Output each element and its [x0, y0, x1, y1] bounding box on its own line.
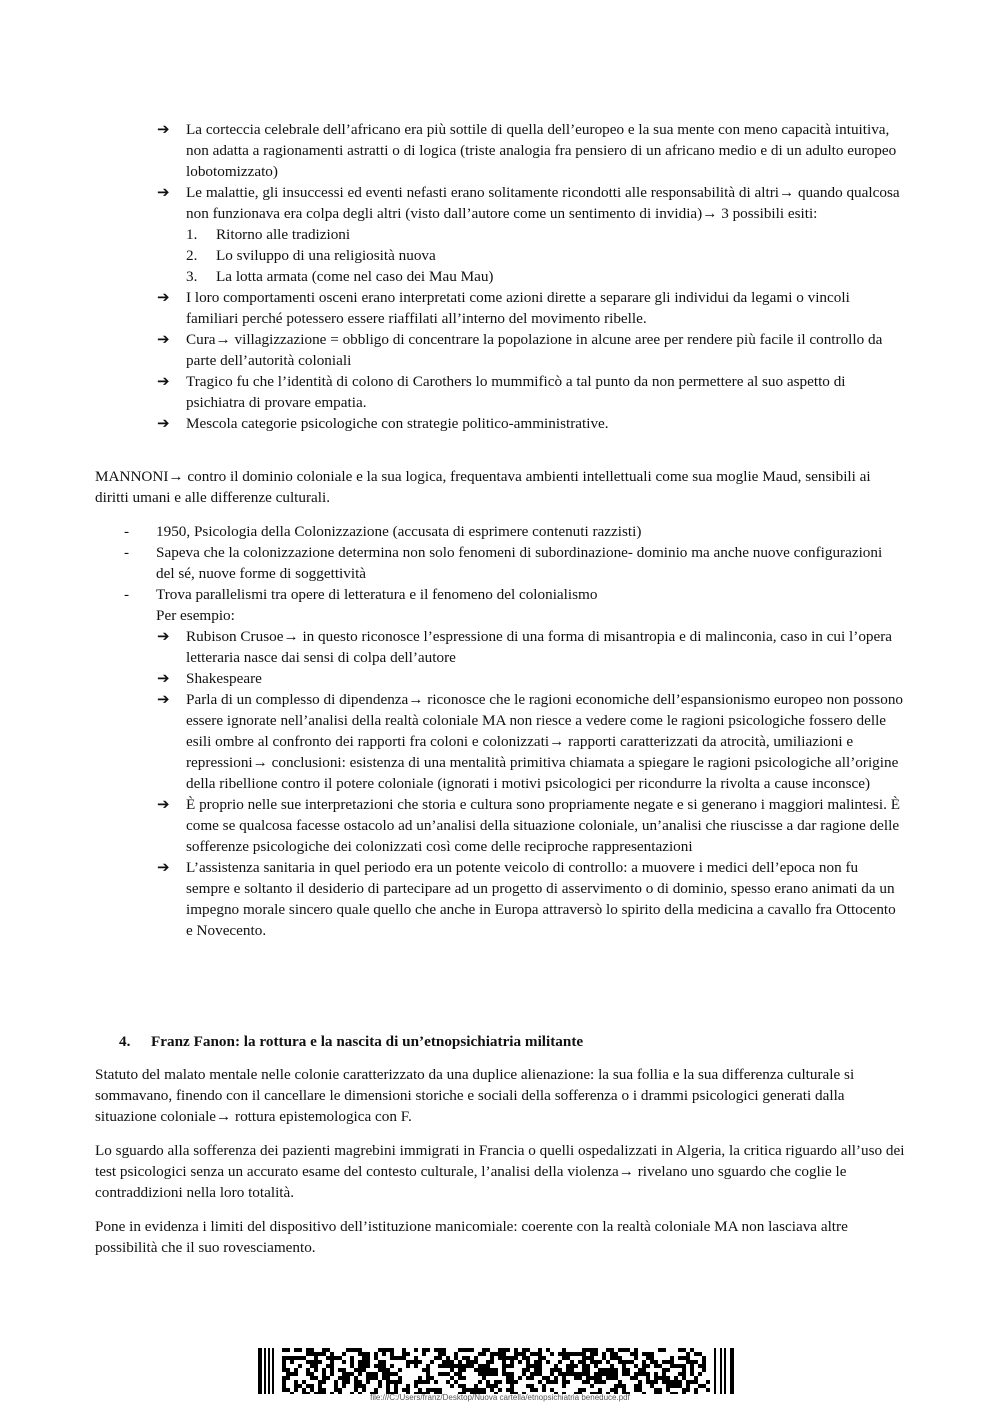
fanon-paragraph: Statuto del malato mentale nelle colonie caratterizzato da una duplice alienazione: la sua follia e la sua differenza culturale si sommavano, finendo con il cancellare le dimensioni storiche e sociali della sofferenza o i drammi psicologici generati dalla situazione coloniale→ rottura epistemologica con F.	[95, 1066, 855, 1125]
list-item	[0, 119, 1000, 182]
item-number: 3.	[186, 268, 198, 285]
list-item	[0, 329, 1000, 371]
list-item	[0, 371, 1000, 413]
list-item	[0, 287, 1000, 329]
numbered-item	[0, 224, 1000, 245]
list-item-text: Parla di un complesso di dipendenza→ riconosce che le ragioni economiche dell’espansionismo europeo non possono essere ignorate nell’analisi della realtà coloniale MA non riesce a vedere come le ragioni psicologiche fossero delle esili ombre al confronto dei rapporti fra coloni e colonizzati→ rapporti caratterizzati da atrocità, umiliazioni e repressioni→ conclusioni: esistenza di una mentalità primitiva chiamata a spiegare le ragioni psicologiche all’origine della ribellione contro il potere coloniale (ignorati i motivi psicologici per ricondurre la rivolta a cause inconsce)	[186, 691, 904, 792]
list-item	[0, 584, 1000, 626]
item-text: Lo sviluppo di una religiosità nuova	[216, 247, 436, 264]
mannoni-intro-paragraph: MANNONI→ contro il dominio coloniale e la sua logica, frequentava ambienti intellettuali come sua moglie Maud, sensibili ai diritti umani e alle differenze culturali.	[95, 468, 871, 506]
arrow-right-icon: ➔	[157, 627, 170, 645]
arrow-right-icon: ➔	[157, 690, 170, 708]
list-item	[0, 521, 1000, 542]
list-item-text: È proprio nelle sue interpretazioni che storia e cultura sono propriamente negate e si generano i maggiori malintesi. È come se qualcosa facesse ostacolo ad un’analisi della situazione coloniale, un’analisi che riuscisse a dar ragione delle sofferenze psicologiche dei colonizzati così come delle reciproche rappresentazioni	[186, 796, 900, 855]
list-item	[0, 689, 1000, 794]
list-item-text: Shakespeare	[186, 670, 262, 687]
list-item-text: Le malattie, gli insuccessi ed eventi nefasti erano solitamente ricondotti alle responsabilità di altri→ quando qualcosa non funzionava era colpa degli altri (visto dall’autore come un sentimento di invidia)→ 3 possibili esiti:	[186, 184, 900, 222]
list-item	[0, 542, 1000, 584]
arrow-right-icon: ➔	[157, 858, 170, 876]
arrow-right-icon: ➔	[157, 288, 170, 306]
arrow-right-icon: ➔	[157, 330, 170, 348]
dash-bullet: -	[124, 523, 130, 540]
numbered-item	[0, 245, 1000, 266]
arrow-right-icon: ➔	[157, 669, 170, 687]
fanon-paragraph: Lo sguardo alla sofferenza dei pazienti magrebini immigrati in Francia o quelli ospedalizzati in Algeria, la critica riguardo all’uso dei test psicologici senza un accurato esame del contesto culturale, l’analisi della violenza→ rivelano uno sguardo che coglie le contraddizioni nella loro totalità.	[95, 1142, 905, 1201]
outcomes-list	[0, 224, 1000, 287]
per-esempio-label: Per esempio:	[156, 607, 235, 624]
list-item	[0, 668, 1000, 689]
list-item	[0, 794, 1000, 857]
section-heading	[119, 1031, 583, 1052]
examples-list	[0, 626, 1000, 941]
list-item	[0, 626, 1000, 668]
list-item	[0, 857, 1000, 941]
fanon-paragraph: Pone in evidenza i limiti del dispositivo dell’istituzione manicomiale: coerente con la realtà coloniale MA non lasciava altre possibilità che il suo rovesciamento.	[95, 1218, 848, 1256]
list-item	[0, 413, 1000, 434]
item-number: 2.	[186, 247, 198, 264]
item-text: Ritorno alle tradizioni	[216, 226, 351, 243]
list-item-text: I loro comportamenti osceni erano interpretati come azioni dirette a separare gli individui da legami o vincoli familiari perché potessero essere riaffilati all’interno del movimento ribelle.	[186, 289, 850, 327]
list-item-text: Cura→ villagizzazione = obbligo di concentrare la popolazione in alcune aree per rendere più facile il controllo da parte dell’autorità coloniali	[186, 331, 883, 369]
list-item-text: Mescola categorie psicologiche con strategie politico-amministrative.	[186, 415, 609, 432]
dash-bullet: -	[124, 544, 130, 561]
item-number: 1.	[186, 226, 198, 243]
list-item	[0, 182, 1000, 224]
list-item-text: Trova parallelismi tra opere di letteratura e il fenomeno del colonialismo	[156, 586, 598, 603]
arrow-right-icon: ➔	[157, 183, 170, 201]
numbered-item	[0, 266, 1000, 287]
dash-bullet: -	[124, 586, 130, 603]
item-text: La lotta armata (come nel caso dei Mau Mau)	[216, 268, 494, 285]
list-item-text: Rubison Crusoe→ in questo riconosce l’espressione di una forma di misantropia e di malinconia, caso in cui l’opera letteraria nasce dai sensi di colpa dell’autore	[186, 628, 893, 666]
carothers-points-list	[0, 119, 1000, 434]
arrow-right-icon: ➔	[157, 795, 170, 813]
mannoni-points-list	[0, 521, 1000, 941]
list-item-text: Sapeva che la colonizzazione determina non solo fenomeni di subordinazione- dominio ma anche nuove configurazioni del sé, nuove forme di soggettività	[156, 544, 883, 582]
list-item-text: Tragico fu che l’identità di colono di Carothers lo mummificò a tal punto da non permettere al suo aspetto di psichiatra di provare empatia.	[186, 373, 846, 411]
arrow-right-icon: ➔	[157, 120, 170, 138]
list-item-text: L’assistenza sanitaria in quel periodo era un potente veicolo di controllo: a muovere i medici dell’epoca non fu sempre e soltanto il desiderio di partecipare ad un progetto di asservimento o di dominio, spesso erano animati da un impegno morale sincero quale quello che anche in Europa attraversò lo spirito della medicina a cavallo fra Ottocento e Novecento.	[186, 859, 896, 939]
footer-file-path: file:///C:/Users/franz/Desktop/Nuova cartella/etnopsichiatria beneduce.pdf	[370, 1393, 630, 1402]
section-number: 4.	[119, 1033, 131, 1050]
arrow-right-icon: ➔	[157, 372, 170, 390]
section-title: Franz Fanon: la rottura e la nascita di un’etnopsichiatria militante	[151, 1033, 584, 1050]
list-item-text: La corteccia celebrale dell’africano era più sottile di quella dell’europeo e la sua mente con meno capacità intuitiva, non adatta a ragionamenti astratti o di logica (triste analogia fra pensiero di un africano medio e di un adulto europeo lobotomizzato)	[186, 121, 897, 180]
list-item-text: 1950, Psicologia della Colonizzazione (accusata di esprimere contenuti razzisti)	[156, 523, 642, 540]
barcode-image	[258, 1348, 736, 1394]
arrow-right-icon: ➔	[157, 414, 170, 432]
